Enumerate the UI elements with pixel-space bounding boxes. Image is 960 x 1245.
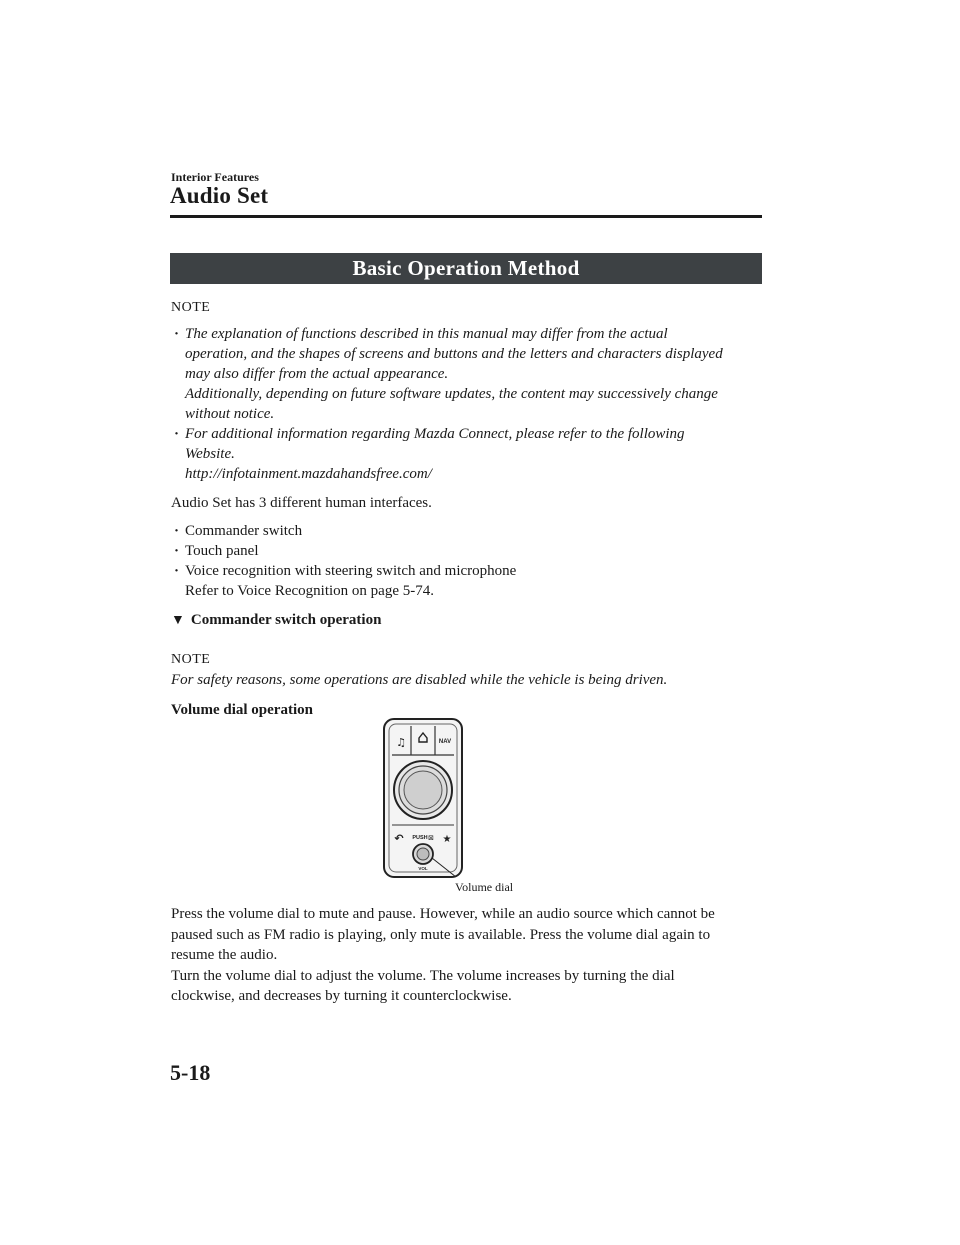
triangle-down-icon: ▼ bbox=[171, 613, 185, 628]
safety-note bbox=[171, 650, 763, 690]
note-text: For safety reasons, some operations are disabled while the vehicle is being driven. bbox=[171, 672, 668, 688]
note-line: · The explanation of functions described in this manual may differ from the actual bbox=[185, 326, 668, 342]
list-item bbox=[171, 521, 763, 541]
main-content bbox=[171, 298, 763, 720]
section-label: Interior Features bbox=[171, 170, 259, 184]
vol-label: VOL bbox=[418, 866, 428, 871]
note-item bbox=[171, 424, 763, 484]
interfaces-list bbox=[171, 521, 763, 601]
commander-switch-illustration bbox=[380, 717, 540, 897]
banner-title: Basic Operation Method bbox=[352, 256, 580, 280]
push-label: PUSH bbox=[412, 835, 428, 841]
note-item bbox=[171, 324, 763, 424]
back-icon: ↶ bbox=[394, 832, 404, 845]
note-line: · For additional information regarding Mazda Connect, please refer to the following bbox=[185, 426, 685, 442]
paragraph-line: Press the volume dial to mute and pause. However, while an audio source which cannot be bbox=[171, 906, 715, 922]
list-item-text: · Voice recognition with steering switch and microphone bbox=[185, 563, 517, 579]
figure-caption: Volume dial bbox=[455, 880, 514, 894]
list-item-text: Commander switch bbox=[185, 523, 303, 539]
page-title: Audio Set bbox=[170, 183, 269, 208]
music-note-icon: ♫ bbox=[396, 736, 406, 749]
mute-icon: ⊠ bbox=[428, 834, 434, 842]
nav-label: NAV bbox=[438, 739, 452, 745]
interfaces-intro: Audio Set has 3 different human interfaces. bbox=[171, 495, 432, 511]
page-number: 5-18 bbox=[170, 1060, 211, 1085]
list-item-text: Touch panel bbox=[185, 543, 259, 559]
subsection-heading bbox=[171, 610, 763, 631]
main-dial-center bbox=[404, 771, 442, 809]
note-label: NOTE bbox=[171, 300, 211, 315]
volume-description bbox=[171, 904, 771, 1007]
commander-switch-figure bbox=[380, 717, 540, 897]
star-icon: ★ bbox=[442, 834, 452, 845]
title-rule bbox=[170, 215, 762, 218]
list-item bbox=[171, 561, 763, 601]
section-banner bbox=[170, 253, 762, 284]
volume-heading: Volume dial operation bbox=[171, 702, 313, 718]
note-line: Additionally, depending on future software updates, the content may successively change bbox=[185, 386, 718, 402]
note-list bbox=[171, 324, 763, 484]
note-label: NOTE bbox=[171, 652, 211, 667]
paragraph-line: Turn the volume dial to adjust the volume. The volume increases by turning the dial bbox=[171, 967, 675, 984]
note-line: may also differ from the actual appearance. bbox=[185, 366, 449, 382]
note-line: without notice. bbox=[185, 406, 275, 422]
paragraph-line: resume the audio. bbox=[171, 947, 278, 963]
note-line: Website. bbox=[185, 446, 235, 462]
paragraph-line: paused such as FM radio is playing, only mute is available. Press the volume dial again to bbox=[171, 926, 711, 943]
subsection-title: Commander switch operation bbox=[190, 612, 382, 628]
page-reference: Refer to Voice Recognition on page 5-74. bbox=[185, 583, 434, 599]
note-line: operation, and the shapes of screens and buttons and the letters and characters displayed bbox=[185, 346, 723, 362]
list-item bbox=[171, 541, 763, 561]
paragraph-line: clockwise, and decreases by turning it counterclockwise. bbox=[171, 988, 512, 1004]
volume-dial-center bbox=[417, 848, 429, 860]
website-link[interactable]: http://infotainment.mazdahandsfree.com/ bbox=[185, 466, 432, 482]
